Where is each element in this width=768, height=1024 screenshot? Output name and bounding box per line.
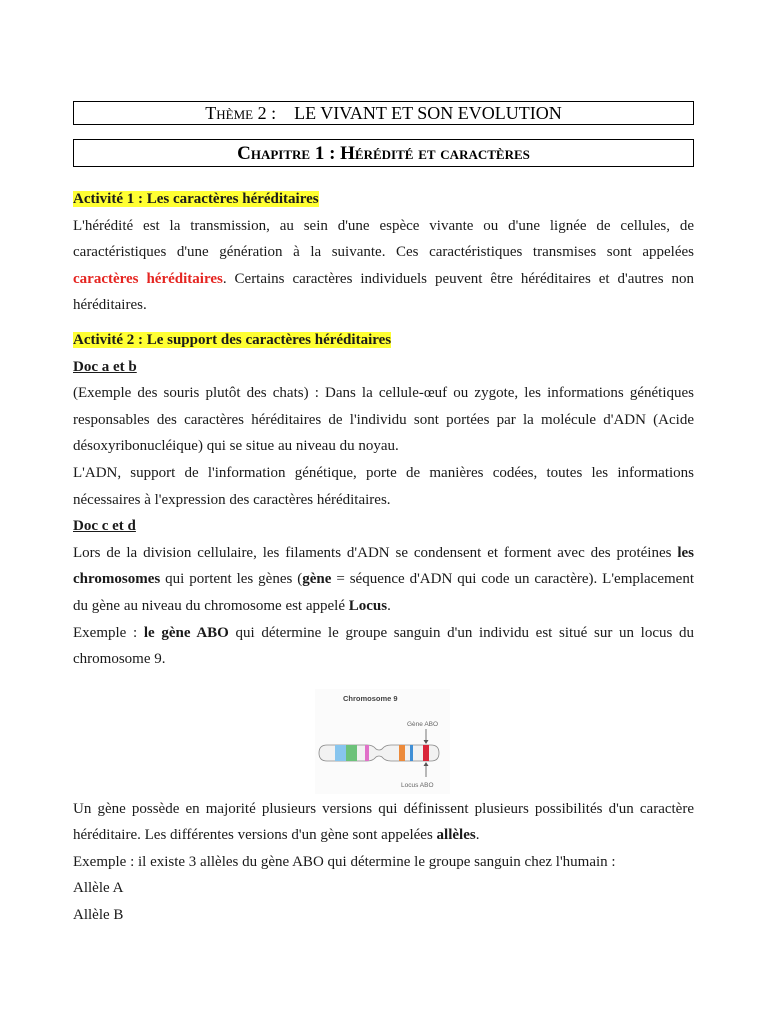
term-caracteres-hereditaires: caractères héréditaires — [73, 270, 223, 287]
figure-label-gene: Gène ABO — [407, 720, 439, 728]
figure-label-locus: Locus ABO — [401, 781, 434, 789]
band-pink — [365, 745, 369, 761]
paragraph-heredite: L'hérédité est la transmission, au sein d'une espèce vivante ou d'une lignée de cellules, de caractéristiques d'une génération à la suivante. Ces caractéristiques transmises sont appelées caractères héréditaires. Certains caractères individuels peuvent être héréditaires et d'autres non héréditaires. — [73, 217, 694, 314]
document-body — [73, 186, 694, 929]
band-green — [346, 745, 357, 761]
band-blue — [335, 745, 346, 761]
paragraph-alleles: Un gène possède en majorité plusieurs versions qui définissent plusieurs possibilités d'un caractère héréditaire. Les différentes versions d'un gène sont appelées allèles. — [73, 800, 694, 844]
chapter-header — [73, 139, 694, 167]
paragraph-adn: (Exemple des souris plutôt des chats) : Dans la cellule-œuf ou zygote, les informations génétiques responsables des caractères héréditaires de l'individu sont portées par la molécule d'ADN (Acide désoxyribonucléique) qui se situe au niveau du noyau. — [73, 385, 694, 455]
band-blue-dark — [410, 745, 413, 761]
theme-title: LE VIVANT ET SON EVOLUTION — [294, 103, 562, 123]
theme-prefix: Thème 2 : — [205, 103, 277, 123]
arrow-locus-head — [424, 762, 429, 766]
paragraph-example-abo: Exemple : le gène ABO qui détermine le groupe sanguin d'un individu est situé sur un locus du chromosome 9. — [73, 624, 694, 668]
allele-b: Allèle B — [73, 907, 124, 924]
activity2-heading: Activité 2 : Le support des caractères héréditaires — [73, 331, 392, 348]
figure-title: Chromosome 9 — [343, 693, 398, 703]
paragraph-adn-support: L'ADN, support de l'information génétique, porte de manières codées, toutes les informations nécessaires à l'expression des caractères héréditaires. — [73, 464, 694, 508]
paragraph-example-alleles: Exemple : il existe 3 allèles du gène ABO qui détermine le groupe sanguin chez l'humain : — [73, 853, 616, 870]
band-orange — [399, 745, 405, 761]
allele-a: Allèle A — [73, 880, 124, 897]
chromosome-figure — [315, 689, 450, 794]
paragraph-chromosomes: Lors de la division cellulaire, les filaments d'ADN se condensent et forment avec des protéines les chromosomes qui portent les gènes (gène = séquence d'ADN qui code un caractère). L'emplacement du gène au niveau du chromosome est appelé Locus. — [73, 544, 694, 614]
band-red-locus — [423, 745, 429, 761]
doc-cd-label: Doc c et d — [73, 518, 136, 535]
arrow-gene-head — [424, 740, 429, 744]
chapter-title: Chapitre 1 : Hérédité et caractères — [237, 143, 530, 164]
doc-ab-label: Doc a et b — [73, 358, 137, 375]
theme-header — [73, 101, 694, 125]
activity1-heading: Activité 1 : Les caractères héréditaires — [73, 191, 319, 207]
chromosome-diagram — [315, 689, 450, 794]
